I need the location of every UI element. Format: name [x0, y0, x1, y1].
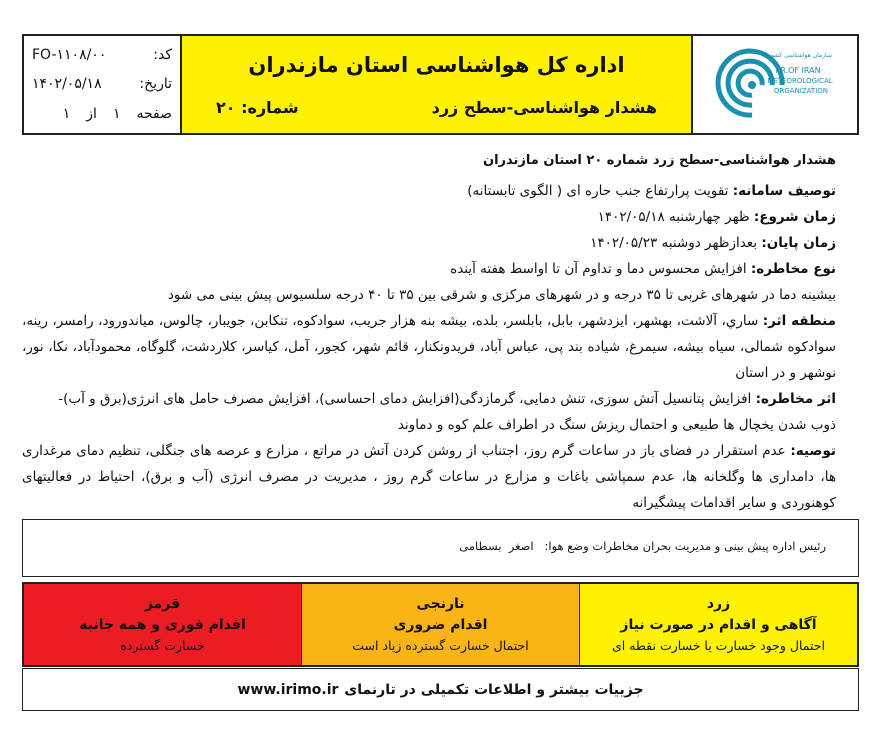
body-heading: هشدار هواشناسی-سطح زرد شماره ۲۰ استان مازندران	[482, 153, 836, 168]
legend-yellow-name: زرد	[706, 596, 731, 612]
signature-name: اصغر بسطامی	[459, 539, 545, 553]
system-line	[22, 178, 836, 204]
legend-yellow-action: آگاهی و اقدام در صورت نیاز	[620, 617, 817, 633]
header-title-area	[182, 36, 691, 133]
legend-orange	[301, 584, 579, 665]
effect-line-2: ذوب شدن یخچال ها طبیعی و احتمال ریزش سنگ در اطراف علم کوه و دماوند	[397, 417, 836, 433]
warning-body	[22, 148, 836, 516]
signature-role: رئیس اداره پیش بینی و مدیریت بحران مخاطرات وضع هوا:	[544, 539, 826, 553]
area-paragraph	[22, 308, 836, 386]
legend-red	[24, 584, 301, 665]
hazard-label: نوع مخاطره:	[750, 261, 836, 277]
logo-area	[691, 36, 857, 133]
logo-text-1: I.R.OF IRAN	[775, 65, 821, 75]
document-meta	[24, 36, 182, 133]
header-subtitle-row	[202, 98, 671, 117]
legend-red-desc: خسارت گسترده	[120, 638, 205, 653]
signature-box	[22, 519, 859, 577]
page-current: ۱	[112, 106, 121, 123]
legend-red-action: اقدام فوری و همه جانبه	[79, 617, 246, 633]
date-value: ۱۴۰۲/۰۵/۱۸	[32, 76, 102, 93]
website-link[interactable]: www.irimo.ir	[237, 681, 339, 698]
organization-title: اداره کل هواشناسی استان مازندران	[248, 52, 625, 77]
hazard-detail: بیشینه دما در شهرهای غربی تا ۳۵ درجه و در شهرهای مرکزی و شرقی بین ۳۵ تا ۴۰ درجه سلسیوس پیش بینی می شود	[167, 287, 836, 303]
effect-value: افزایش پتانسیل آتش سوزی، تنش دمایی، گرمازدگی(افزایش دمای احساسی)، افزایش مصرف حامل های انرژی(برق و آب)-	[58, 391, 756, 407]
legend-orange-name: نارنجی	[416, 596, 465, 612]
page-total: ۱	[62, 106, 71, 123]
warning-level-legend	[22, 582, 859, 667]
footer-box	[22, 668, 859, 711]
legend-orange-action: اقدام ضروری	[393, 617, 488, 633]
advice-paragraph	[22, 438, 836, 516]
area-label: منطقه اثر:	[762, 313, 837, 329]
system-value: تقویت پرارتفاع جنب حاره ای ( الگوی تابستانه)	[467, 183, 733, 199]
area-value: ساري، آلاشت، بهشهر، ایزدشهر، بابل، بابلسر، بلده، بیشه بنه هزار جریب، سوادکوه، تنکابن، جویبار، چالوس، میاندورود، رامسر، رینه، سوادکوه شمالی، سیاه بیشه، سیمرغ، شیاده بند پی، عباس آباد، فریدونکنار، قائم شهر، کجور، آمل، کیاسر، کلاردشت، گلوگاه، محمودآباد، نکا، نور، نوشهر و در استان	[22, 313, 836, 381]
warning-type: هشدار هواشناسی-سطح زرد	[431, 97, 657, 117]
start-line	[22, 204, 836, 230]
advice-label: توصیه:	[790, 443, 836, 459]
page-label: صفحه	[136, 106, 172, 123]
hazard-line	[22, 256, 836, 282]
page-row	[32, 106, 172, 122]
code-label: کد:	[153, 46, 172, 63]
legend-orange-desc: احتمال خسارت گسترده زیاد است	[352, 638, 529, 653]
legend-red-name: قرمز	[144, 596, 181, 612]
document-header	[22, 34, 859, 135]
effect-label: اثر مخاطره:	[755, 391, 836, 407]
legend-yellow-desc: احتمال وجود خسارت یا خسارت نقطه ای	[612, 638, 826, 653]
end-label: زمان پایان:	[761, 235, 836, 251]
code-row	[32, 47, 172, 63]
logo-text-3: ORGANIZATION	[773, 86, 829, 95]
end-line	[22, 230, 836, 256]
spiral-logo-icon	[700, 41, 850, 129]
date-label: تاریخ:	[139, 76, 172, 93]
effect-line	[22, 386, 836, 412]
logo-text-fa: سازمان هواشناسی کشور	[768, 51, 832, 59]
footer-text: جزییات بیشتر و اطلاعات تکمیلی در تارنمای	[344, 681, 644, 698]
system-label: توصیف سامانه:	[732, 183, 836, 199]
warning-number: شماره: ۲۰	[216, 97, 299, 117]
code-value: FO-۱۱۰۸/۰۰	[32, 46, 107, 63]
page-of: از	[86, 106, 97, 123]
advice-value: عدم استقرار در فضای باز در ساعات گرم روز، اجتناب از روشن کردن آتش در مراتع ، مزارع و عرصه های جنگلی، تنظیم دمای مرغداری ها، دامداری ها وگلخانه ها، عدم سمپاشی باغات و مزارع در ساعات گرم روز ، مدیریت در مصرف انرژی (آب و برق)، احتیاط در فعالیتهای کوهنوردی و سایر اقدامات پیشگیرانه	[22, 443, 836, 511]
date-row	[32, 76, 172, 92]
start-label: زمان شروع:	[753, 209, 836, 225]
hazard-value: افزایش محسوس دما و تداوم آن تا اواسط هفته آینده	[450, 261, 751, 277]
legend-yellow	[579, 584, 857, 665]
start-value: ظهر چهارشنبه ۱۴۰۲/۰۵/۱۸	[597, 209, 754, 225]
end-value: بعدازظهر دوشنبه ۱۴۰۲/۰۵/۲۳	[590, 235, 762, 251]
logo-text-2: METEOROLOGICAL	[767, 76, 833, 85]
